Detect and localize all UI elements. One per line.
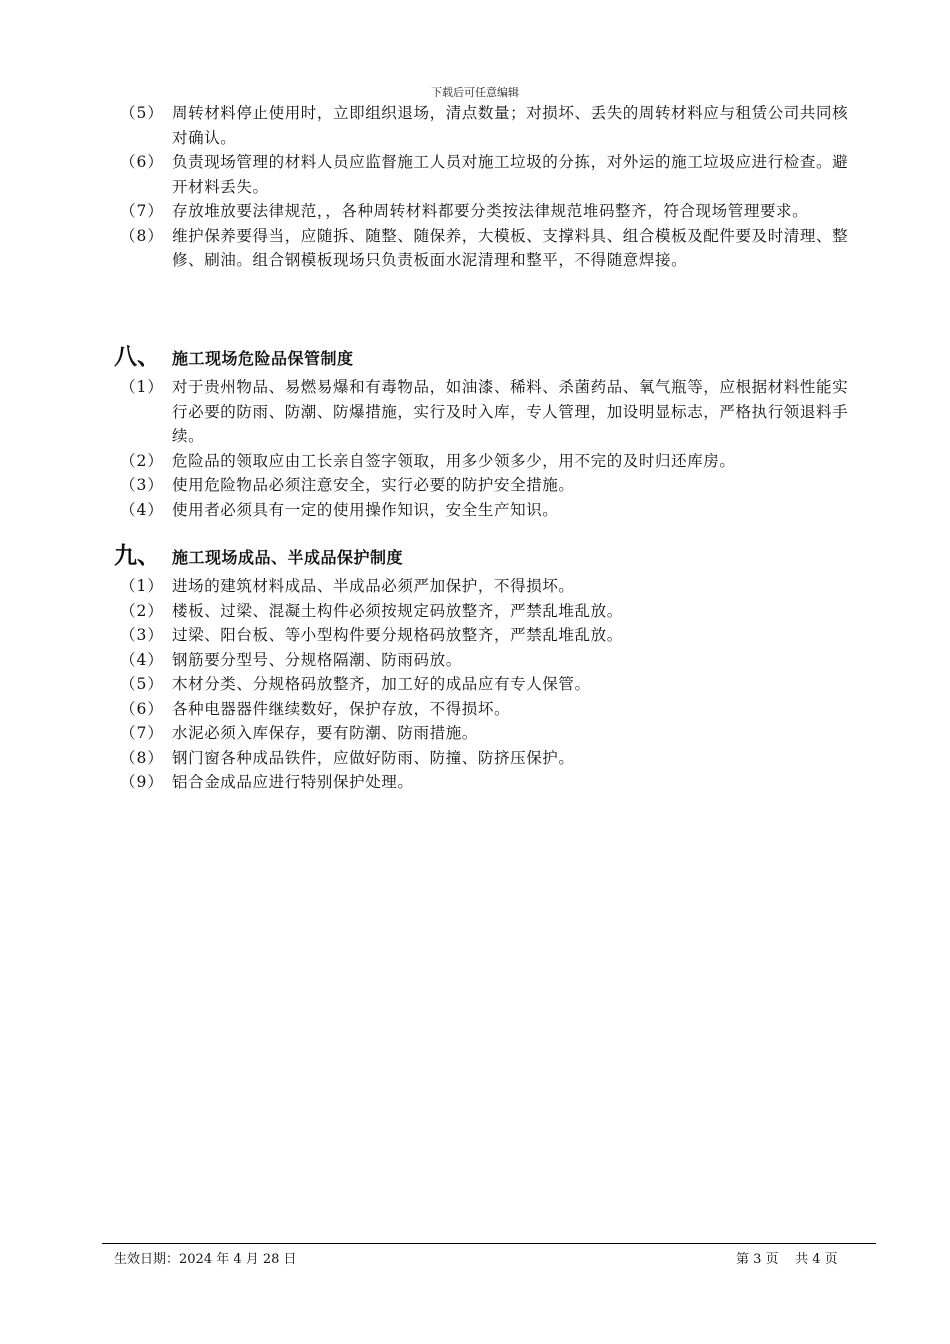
item-text: 进场的建筑材料成品、半成品必须严加保护，不得损坏。 (172, 577, 575, 595)
list-item (112, 697, 862, 722)
section-8-list (112, 375, 862, 522)
list-item (112, 599, 862, 624)
list-item (112, 224, 862, 273)
item-text: 楼板、过梁、混凝土构件必须按规定码放整齐，严禁乱堆乱放。 (172, 601, 623, 620)
item-number: （5） (120, 675, 164, 693)
item-number: （4） (120, 500, 164, 519)
list-item (112, 623, 862, 648)
item-number: （8） (120, 748, 164, 767)
list-item (112, 101, 862, 150)
effective-date: 生效日期：2024 年 4 月 28 日 (114, 1252, 297, 1267)
section-7-tail-list (112, 101, 862, 273)
item-text: 钢门窗各种成品铁件，应做好防雨、防撞、防挤压保护。 (172, 748, 575, 767)
list-item (112, 375, 862, 449)
list-item (112, 746, 862, 771)
list-item (112, 150, 862, 199)
section-8-heading (114, 338, 354, 371)
list-item (112, 574, 862, 599)
item-number: （2） (120, 451, 164, 470)
item-text: 使用危险物品必须注意安全，实行必要的防护安全措施。 (172, 476, 575, 494)
list-item (112, 721, 862, 746)
page-info: 第 3 页 共 4 页 (736, 1252, 838, 1267)
list-item (112, 672, 862, 697)
section-9-heading (114, 537, 403, 570)
item-number: （1） (120, 577, 164, 595)
item-text: 各种电器器件继续数好，保护存放，不得损坏。 (172, 699, 511, 718)
item-text: 危险品的领取应由工长亲自签字领取，用多少领多少，用不完的及时归还库房。 (172, 451, 736, 470)
item-number: （3） (120, 476, 164, 494)
section-number: 八、 (114, 344, 160, 370)
item-text: 使用者必须具有一定的使用操作知识，安全生产知识。 (172, 500, 559, 519)
list-item (112, 498, 862, 523)
list-item (112, 199, 862, 224)
item-number: （4） (120, 650, 164, 669)
item-text: 木材分类、分规格码放整齐，加工好的成品应有专人保管。 (172, 675, 591, 693)
item-number: （6） (120, 153, 164, 171)
list-item (112, 770, 862, 795)
list-item (112, 449, 862, 474)
section-title: 施工现场危险品保管制度 (172, 349, 354, 368)
item-text: 维护保养要得当，应随拆、随整、随保养，大模板、支撑料具、组合模板及配件要及时清理、整修、刷油。组合钢模板现场只负责板面水泥清理和整平，不得随意焊接。 (172, 226, 849, 269)
item-number: （7） (120, 724, 164, 742)
section-title: 施工现场成品、半成品保护制度 (172, 548, 404, 567)
section-9-list (112, 574, 862, 795)
footer-divider (102, 1243, 876, 1244)
item-number: （8） (120, 226, 164, 245)
item-text: 负责现场管理的材料人员应监督施工人员对施工垃圾的分拣，对外运的施工垃圾应进行检查。避开材料丢失。 (172, 153, 849, 196)
list-item (112, 648, 862, 673)
item-number: （3） (120, 626, 164, 644)
item-text: 对于贵州物品、易燃易爆和有毒物品，如油漆、稀料、杀菌药品、氧气瓶等，应根据材料性能实行必要的防雨、防潮、防爆措施，实行及时入库，专人管理，加设明显标志，严格执行领退料手续。 (172, 378, 849, 445)
item-text: 周转材料停止使用时，立即组织退场，清点数量；对损坏、丢失的周转材料应与租赁公司共同核对确认。 (172, 104, 849, 147)
item-text: 铝合金成品应进行特别保护处理。 (172, 773, 414, 791)
item-number: （5） (120, 104, 164, 122)
item-number: （2） (120, 601, 164, 620)
item-text: 钢筋要分型号、分规格隔潮、防雨码放。 (172, 650, 462, 669)
section-number: 九、 (114, 543, 160, 569)
item-number: （1） (120, 378, 164, 396)
item-text: 过梁、阳台板、等小型构件要分规格码放整齐，严禁乱堆乱放。 (172, 626, 623, 644)
item-number: （9） (120, 773, 164, 791)
item-text: 水泥必须入库保存，要有防潮、防雨措施。 (172, 724, 478, 742)
item-text: 存放堆放要法律规范，，各种周转材料都要分类按法律规范堆码整齐，符合现场管理要求。 (172, 202, 809, 220)
item-number: （7） (120, 202, 164, 220)
list-item (112, 473, 862, 498)
header-note: 下载后可任意编辑 (431, 86, 519, 99)
item-number: （6） (120, 699, 164, 718)
